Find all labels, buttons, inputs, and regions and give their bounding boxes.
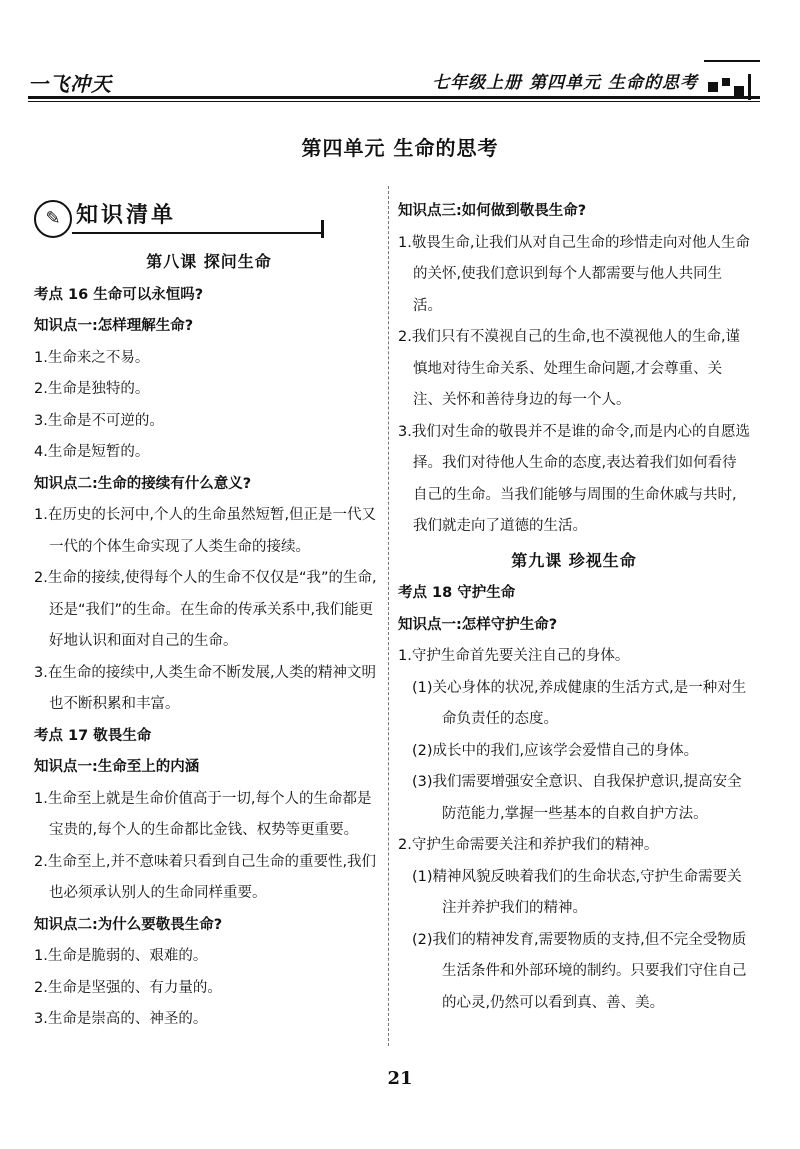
header-rule-thin (28, 101, 760, 102)
banner-text: 知识清单 (76, 202, 177, 228)
list-item: 1.生命是脆弱的、艰难的。 (34, 948, 208, 964)
list-item: 2.生命至上,并不意味着只看到自己生命的重要性,我们也必须承认别人的生命同样重要。 (34, 853, 377, 901)
kaodian-17: 考点 17 敬畏生命 (34, 727, 152, 744)
kaodian-18: 考点 18 守护生命 (398, 585, 516, 601)
unit-title: 第四单元 生命的思考 (301, 136, 499, 160)
sub-item: (1)精神风貌反映着我们的生命状态,守护生命需要关注并养护我们的精神。 (412, 868, 742, 916)
list-item: 2.生命是独特的。 (34, 381, 150, 397)
header-title: 七年级上册 第四单元 生命的思考 (432, 73, 698, 93)
banner-underline (72, 232, 324, 234)
list-item: 3.在生命的接续中,人类生命不断发展,人类的精神文明也不断积累和丰富。 (34, 664, 377, 712)
pen-icon: ✎ (34, 200, 72, 238)
list-item: 2.守护生命需要关注和养护我们的精神。 (398, 837, 659, 853)
sub-item: (2)我们的精神发育,需要物质的支持,但不完全受物质生活条件和外部环境的制约。只要我们守住自己的心灵,仍然可以看到真、善、美。 (412, 931, 747, 1011)
left-column (34, 196, 384, 1036)
list-item: 1.敬畏生命,让我们从对自己生命的珍惜走向对他人生命的关怀,使我们意识到每个人都需要与他人共同生活。 (398, 234, 750, 314)
zhishi-17-3: 知识点三:如何做到敬畏生命? (398, 203, 587, 219)
header-rule (28, 96, 760, 99)
zhishi-17-2: 知识点二:为什么要敬畏生命? (34, 916, 223, 933)
sub-item: (1)关心身体的状况,养成健康的生活方式,是一种对生命负责任的态度。 (412, 679, 747, 727)
zhishi-16-1: 知识点一:怎样理解生命? (34, 318, 194, 334)
list-item: 1.守护生命首先要关注自己的身体。 (398, 648, 630, 664)
zhishi-16-2: 知识点二:生命的接续有什么意义? (34, 475, 252, 492)
page-header (28, 60, 760, 96)
sub-item: (3)我们需要增强安全意识、自我保护意识,提高安全防范能力,掌握一些基本的自救自护方法。 (412, 774, 742, 822)
page-number: 21 (387, 1068, 413, 1089)
zhishi-18-1: 知识点一:怎样守护生命? (398, 616, 558, 633)
list-item: 3.生命是不可逆的。 (34, 412, 164, 429)
list-item: 3.生命是崇高的、神圣的。 (34, 1011, 208, 1027)
kaodian-16: 考点 16 生命可以永恒吗? (34, 286, 204, 303)
zhishi-17-1: 知识点一:生命至上的内涵 (34, 759, 200, 775)
list-item: 1.生命至上就是生命价值高于一切,每个人的生命都是宝贵的,每个人的生命都比金钱、权势等更重要。 (34, 790, 372, 838)
list-item: 4.生命是短暂的。 (34, 444, 150, 460)
publisher-logo: 一飞冲天 (28, 72, 112, 96)
column-divider (388, 186, 389, 1046)
banner-bar (321, 220, 324, 238)
list-item: 2.生命是坚强的、有力量的。 (34, 979, 222, 996)
lesson-8-title: 第八课 探问生命 (146, 252, 272, 271)
header-decoration (704, 60, 760, 100)
list-item: 1.生命来之不易。 (34, 349, 150, 366)
knowledge-list-banner (34, 196, 384, 244)
right-column (398, 196, 750, 1019)
lesson-9-title: 第九课 珍视生命 (511, 550, 637, 570)
list-item: 1.在历史的长河中,个人的生命虽然短暂,但正是一代又一代的个体生命实现了人类生命的接续。 (34, 507, 377, 555)
list-item: 2.我们只有不漠视自己的生命,也不漠视他人的生命,谨慎地对待生命关系、处理生命问题,才会尊重、关注、关怀和善待身边的每一个人。 (398, 329, 741, 408)
list-item: 2.生命的接续,使得每个人的生命不仅仅是“我”的生命,还是“我们”的生命。在生命的传承关系中,我们能更好地认识和面对自己的生命。 (34, 570, 377, 649)
sub-item: (2)成长中的我们,应该学会爱惜自己的身体。 (412, 742, 699, 759)
list-item: 3.我们对生命的敬畏并不是谁的命令,而是内心的自愿选择。我们对待他人生命的态度,表达着我们如何看待自己的生命。当我们能够与周围的生命休戚与共时,我们就走向了道德的生活。 (398, 423, 750, 534)
